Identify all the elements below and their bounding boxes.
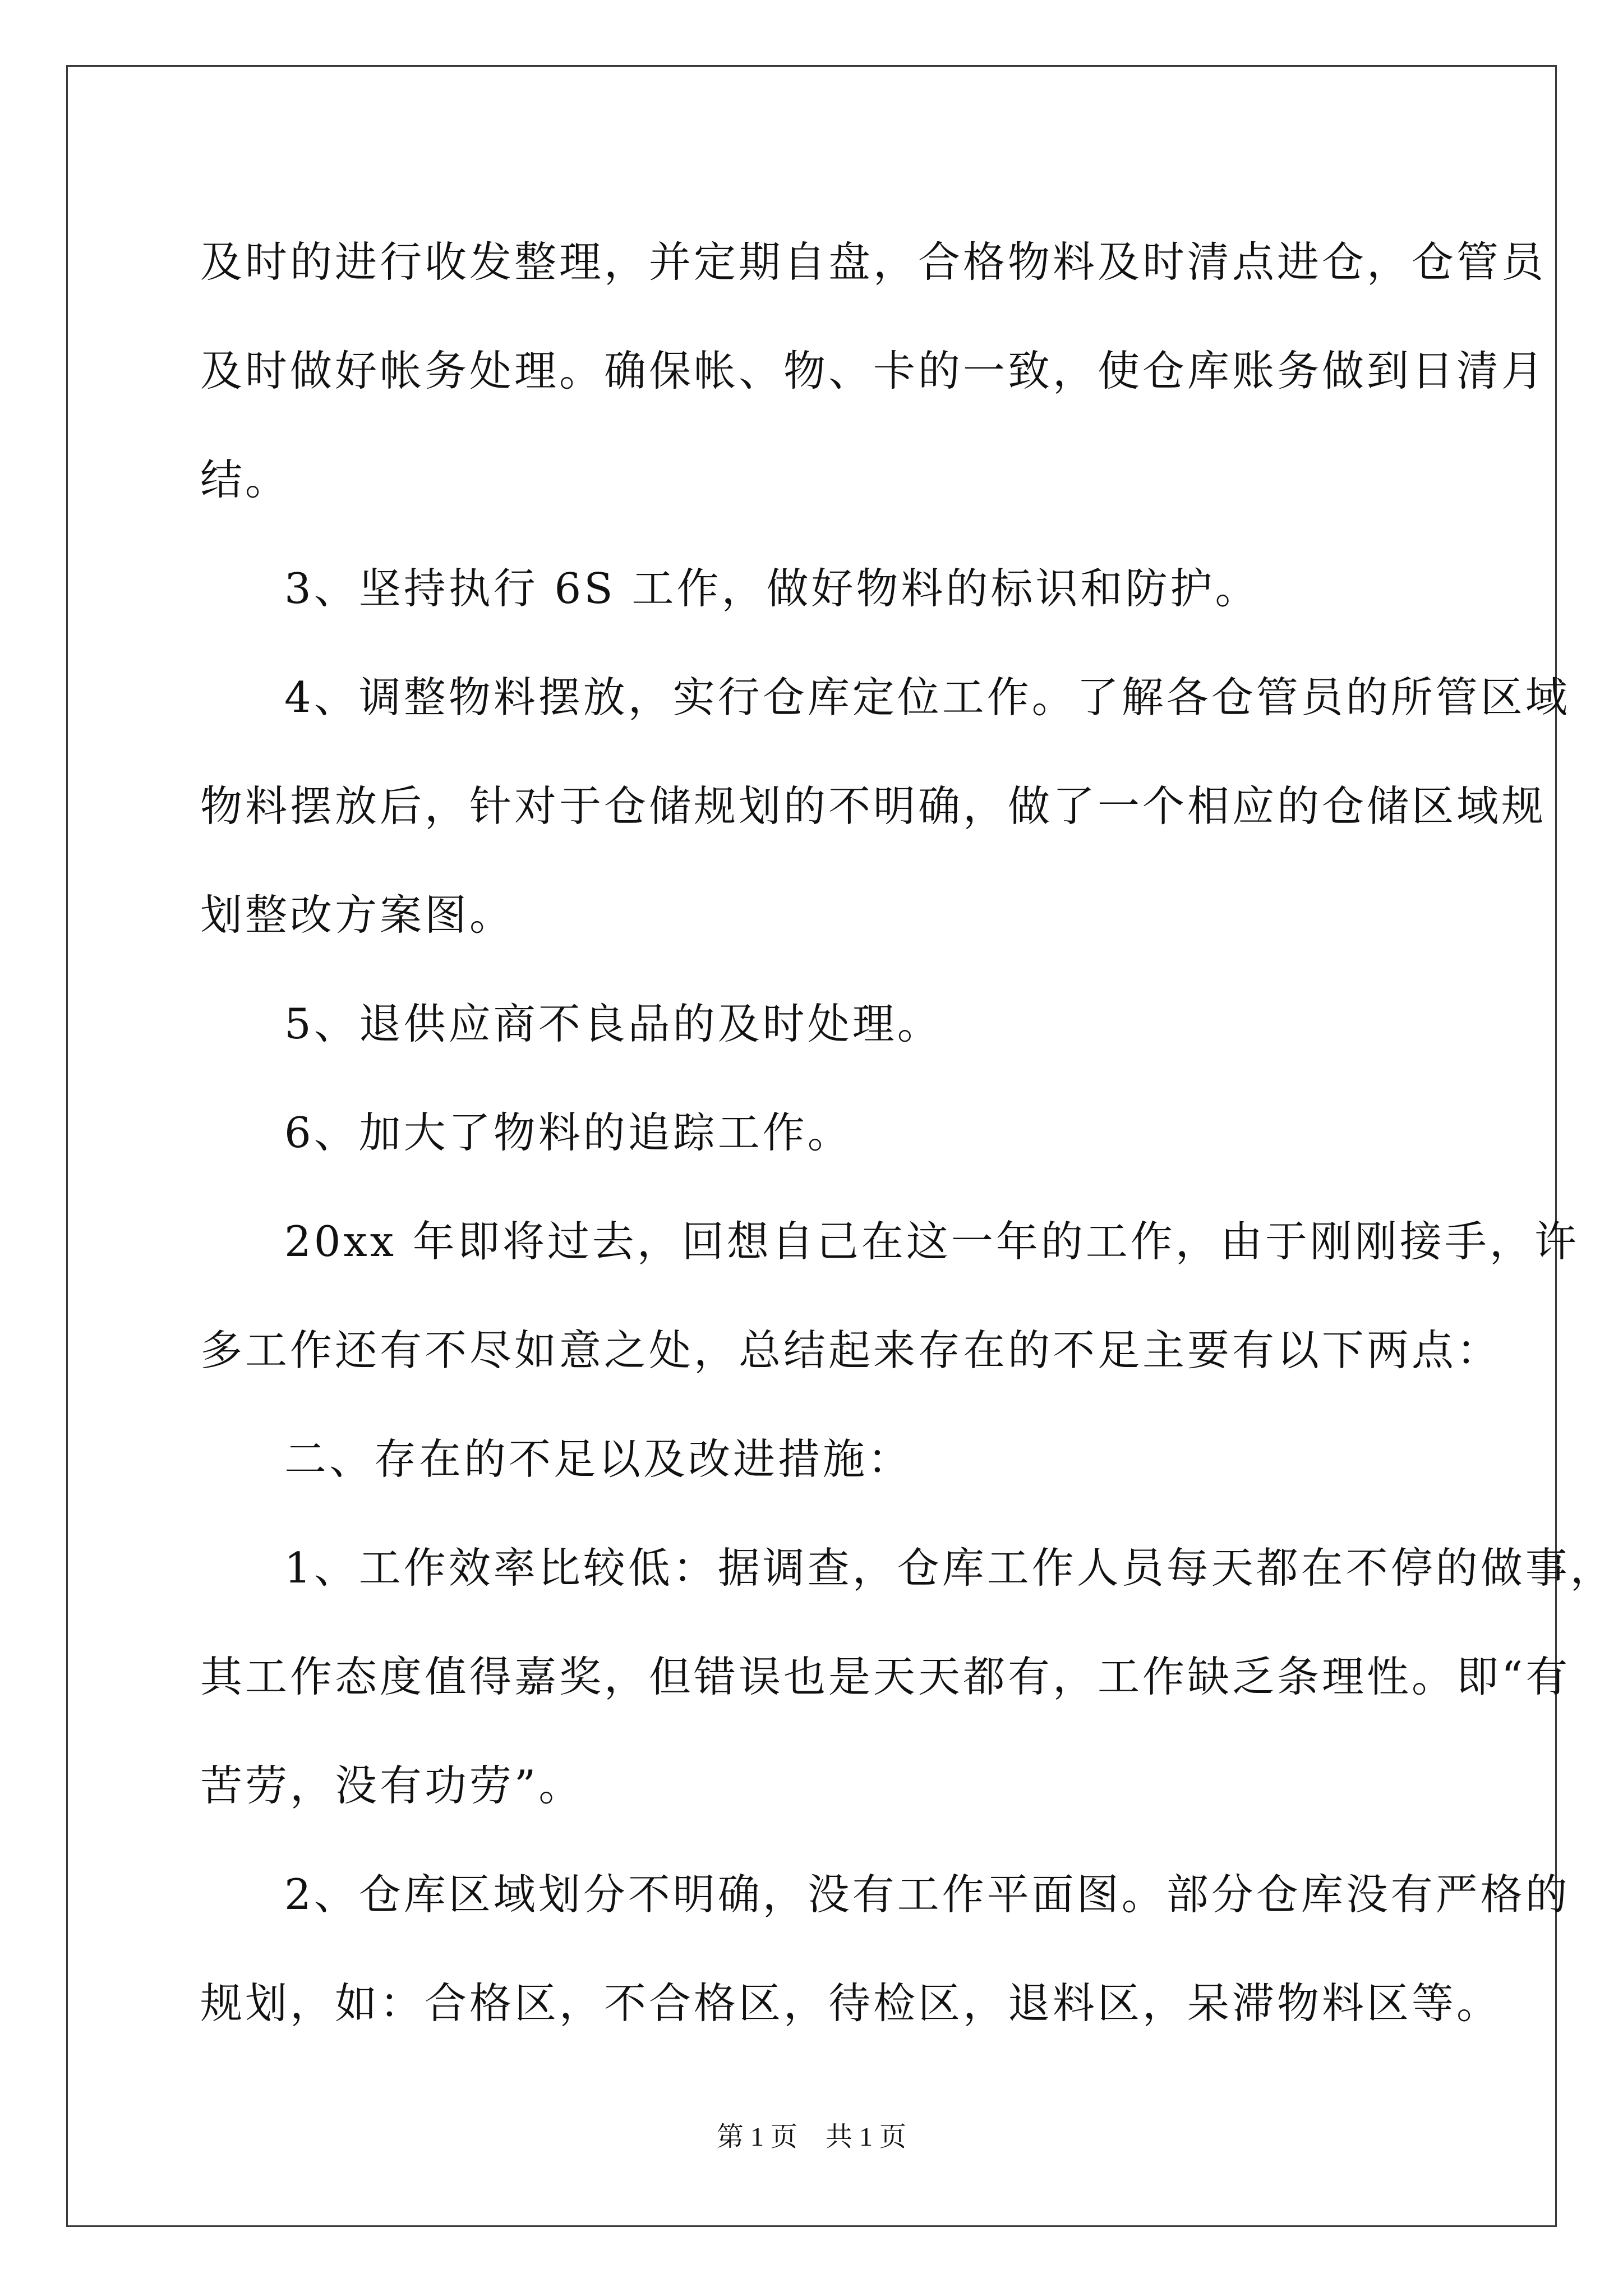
text-line: 4、调整物料摆放，实行仓库定位工作。了解各仓管员的所管区域	[284, 673, 1570, 722]
text-line: 2、仓库区域划分不明确，没有工作平面图。部分仓库没有严格的	[284, 1870, 1570, 1919]
text-line: 3、坚持执行 6S 工作，做好物料的标识和防护。	[284, 564, 1260, 613]
text-line: 其工作态度值得嘉奖，但错误也是天天都有，工作缺乏条理性。即“有	[200, 1652, 1571, 1701]
page-total: 共 1 页	[826, 2122, 907, 2152]
page-footer	[0, 2120, 1623, 2154]
text-line: 物料摆放后，针对于仓储规划的不明确，做了一个相应的仓储区域规	[200, 781, 1547, 831]
text-line: 多工作还有不尽如意之处，总结起来存在的不足主要有以下两点：	[200, 1326, 1502, 1375]
text-line: 及时做好帐务处理。确保帐、物、卡的一致，使仓库账务做到日清月	[200, 346, 1547, 395]
text-line: 结。	[200, 455, 291, 504]
text-line: 划整改方案图。	[200, 890, 515, 940]
text-line: 苦劳，没有功劳”。	[200, 1761, 584, 1810]
text-line: 规划，如：合格区，不合格区，待检区，退料区，呆滞物料区等。	[200, 1978, 1502, 2028]
document-body	[200, 208, 1615, 2058]
text-line: 5、退供应商不良品的及时处理。	[284, 999, 942, 1048]
page-number: 第 1 页	[716, 2122, 797, 2152]
text-line: 及时的进行收发整理，并定期自盘，合格物料及时清点进仓，仓管员	[200, 237, 1547, 287]
text-line: 20xx 年即将过去，回想自己在这一年的工作，由于刚刚接手，许	[284, 1217, 1579, 1266]
section-heading: 二、存在的不足以及改进措施：	[284, 1434, 913, 1484]
text-line: 6、加大了物料的追踪工作。	[284, 1108, 852, 1157]
text-line: 1、工作效率比较低：据调查，仓库工作人员每天都在不停的做事，	[284, 1543, 1615, 1593]
